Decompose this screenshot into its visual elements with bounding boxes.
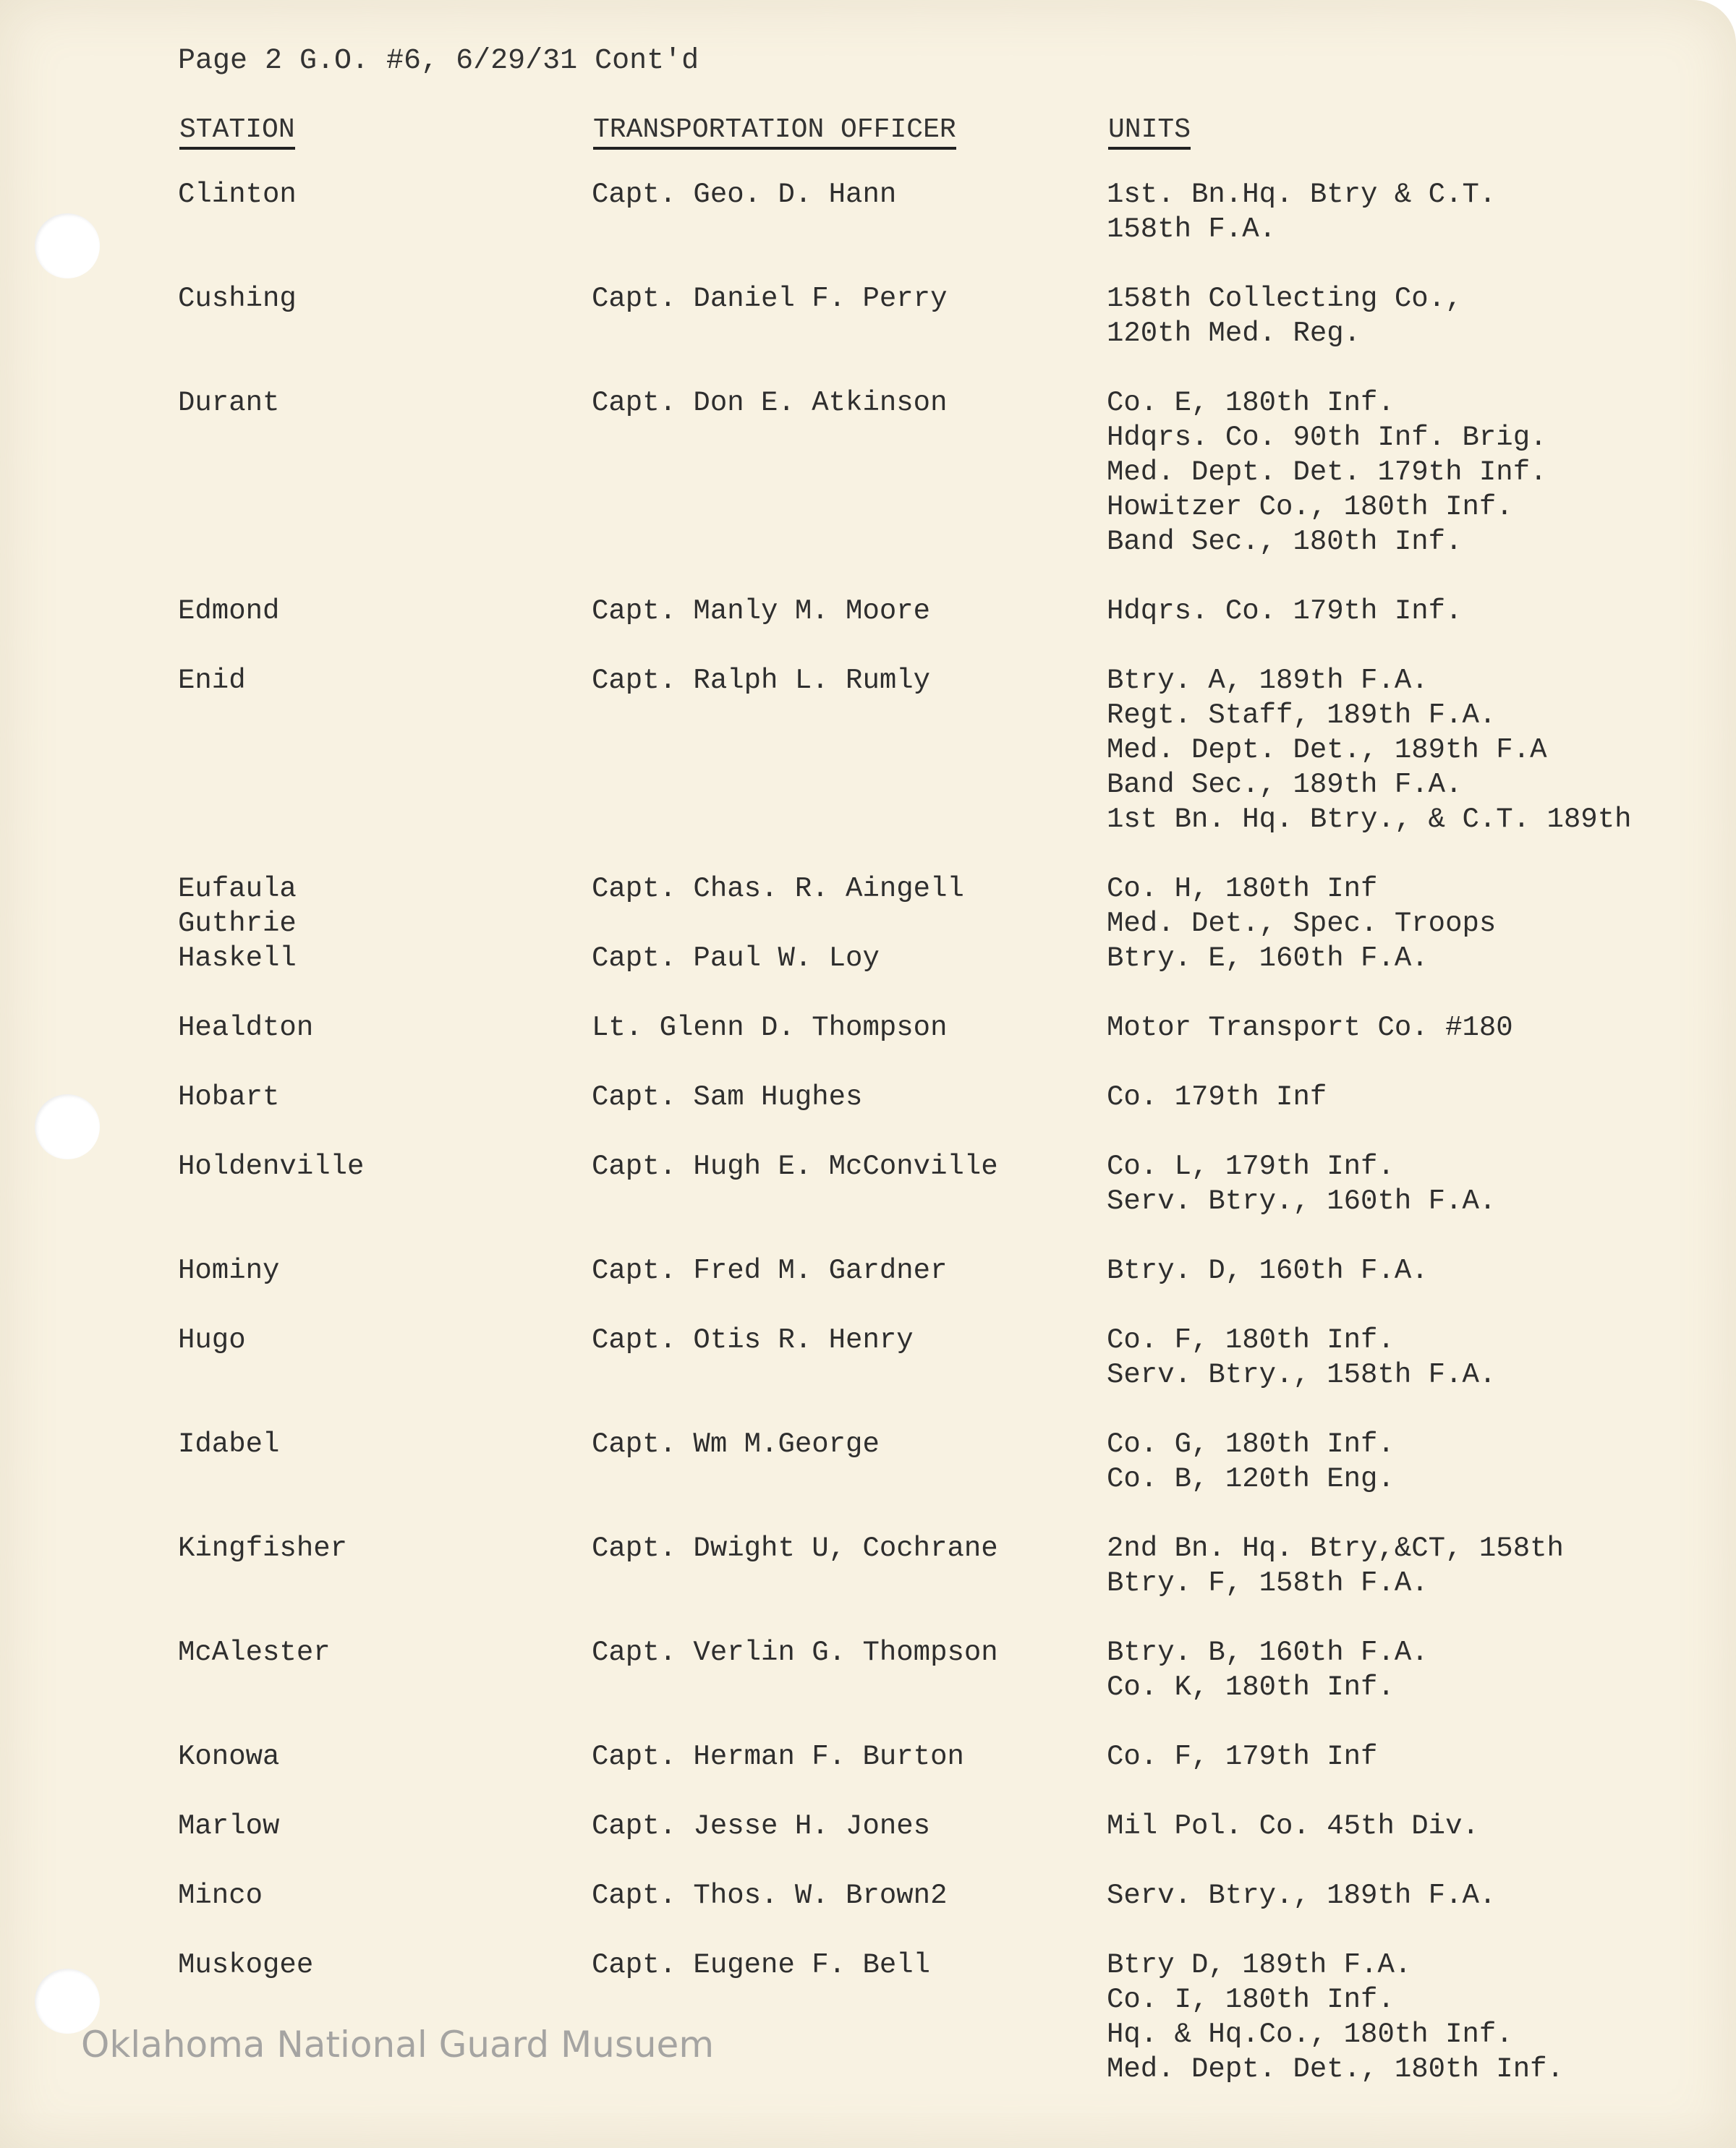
unit-name: Co. 179th Inf [1107, 1081, 1327, 1113]
table-row [0, 1010, 1736, 1045]
unit-name: Co. K, 180th Inf. [1107, 1671, 1395, 1703]
station-entry [0, 385, 1736, 559]
unit-name: Co. B, 120th Eng. [1107, 1463, 1395, 1495]
watermark: Oklahoma National Guard Musuem [81, 2024, 715, 2066]
table-row [0, 1670, 1736, 1705]
table-row [0, 1948, 1736, 1982]
transportation-officer: Capt. Sam Hughes [592, 1081, 863, 1113]
unit-name: Hdqrs. Co. 90th Inf. Brig. [1107, 422, 1547, 453]
station-name: Minco [178, 1880, 263, 1912]
unit-name: Btry D, 189th F.A. [1107, 1949, 1412, 1981]
table-row [0, 1323, 1736, 1358]
table-row [0, 524, 1736, 559]
unit-name: Co. H, 180th Inf [1107, 873, 1378, 905]
table-row [0, 1358, 1736, 1392]
unit-name: 1st Bn. Hq. Btry., & C.T. 189th [1107, 804, 1632, 835]
transportation-officer: Capt. Ralph L. Rumly [592, 665, 931, 696]
station-name: Hugo [178, 1324, 246, 1356]
column-header-units: UNITS [1108, 114, 1191, 150]
table-row [0, 177, 1736, 212]
station-name: Eufaula [178, 873, 297, 905]
station-entry [0, 1010, 1736, 1045]
table-row [0, 767, 1736, 802]
unit-name: Serv. Btry., 160th F.A. [1107, 1185, 1497, 1217]
column-header-officer: TRANSPORTATION OFFICER [593, 114, 956, 150]
station-entry [0, 1531, 1736, 1601]
unit-name: 158th Collecting Co., [1107, 283, 1463, 315]
transportation-officer: Capt. Paul W. Loy [592, 942, 880, 974]
table-row [0, 1080, 1736, 1115]
table-row [0, 698, 1736, 733]
table-row [0, 1878, 1736, 1913]
station-entry [0, 1427, 1736, 1496]
transportation-officer: Capt. Hugh E. McConville [592, 1151, 998, 1182]
transportation-officer: Capt. Don E. Atkinson [592, 387, 948, 419]
station-entry [0, 1948, 1736, 2087]
unit-name: Btry. F, 158th F.A. [1107, 1567, 1429, 1599]
table-row [0, 490, 1736, 524]
table-row [0, 941, 1736, 976]
transportation-officer: Capt. Verlin G. Thompson [592, 1637, 998, 1668]
unit-name: Btry. E, 160th F.A. [1107, 942, 1429, 974]
transportation-officer: Capt. Chas. R. Aingell [592, 873, 964, 905]
transportation-officer: Capt. Manly M. Moore [592, 595, 931, 627]
table-row [0, 1531, 1736, 1566]
station-entry [0, 941, 1736, 976]
station-name: Muskogee [178, 1949, 314, 1981]
table-row [0, 1184, 1736, 1219]
unit-name: Howitzer Co., 180th Inf. [1107, 491, 1513, 523]
table-row [0, 316, 1736, 351]
table-row [0, 594, 1736, 628]
unit-name: Med. Det., Spec. Troops [1107, 908, 1497, 939]
unit-name: Serv. Btry., 158th F.A. [1107, 1359, 1497, 1391]
table-row [0, 1253, 1736, 1288]
station-name: Cushing [178, 283, 297, 315]
unit-name: Med. Dept. Det., 189th F.A [1107, 734, 1547, 766]
transportation-officer: Capt. Wm M.George [592, 1428, 880, 1460]
station-entry [0, 1809, 1736, 1844]
transportation-officer: Capt. Eugene F. Bell [592, 1949, 931, 1981]
station-name: Guthrie [178, 908, 297, 939]
unit-name: Band Sec., 180th Inf. [1107, 526, 1463, 558]
unit-name: Btry. B, 160th F.A. [1107, 1637, 1429, 1668]
table-row [0, 1809, 1736, 1844]
table-row [0, 906, 1736, 941]
transportation-officer: Capt. Geo. D. Hann [592, 179, 897, 210]
transportation-officer: Capt. Fred M. Gardner [592, 1255, 948, 1287]
station-name: Enid [178, 665, 246, 696]
unit-name: Co. F, 179th Inf [1107, 1741, 1378, 1773]
station-name: Kingfisher [178, 1533, 348, 1564]
table-row [0, 1566, 1736, 1601]
table-row [0, 212, 1736, 247]
table-row [0, 420, 1736, 455]
unit-name: Med. Dept. Det. 179th Inf. [1107, 456, 1547, 488]
transportation-officer: Capt. Jesse H. Jones [592, 1810, 931, 1842]
transportation-officer: Capt. Dwight U, Cochrane [592, 1533, 998, 1564]
unit-name: Hq. & Hq.Co., 180th Inf. [1107, 2019, 1513, 2050]
table-row [0, 663, 1736, 698]
column-header-station: STATION [179, 114, 295, 150]
table-row [0, 455, 1736, 490]
table-row [0, 1427, 1736, 1462]
unit-name: 2nd Bn. Hq. Btry,&CT, 158th [1107, 1533, 1564, 1564]
station-entry [0, 1323, 1736, 1392]
station-entry [0, 871, 1736, 906]
unit-name: Mil Pol. Co. 45th Div. [1107, 1810, 1479, 1842]
transportation-officer: Capt. Herman F. Burton [592, 1741, 964, 1773]
unit-name: 120th Med. Reg. [1107, 317, 1361, 349]
table-row [0, 1635, 1736, 1670]
table-row [0, 1149, 1736, 1184]
station-entry [0, 281, 1736, 351]
station-entry [0, 1739, 1736, 1774]
table-row [0, 1462, 1736, 1496]
unit-name: Co. I, 180th Inf. [1107, 1984, 1395, 2016]
unit-name: Btry. D, 160th F.A. [1107, 1255, 1429, 1287]
unit-name: Serv. Btry., 189th F.A. [1107, 1880, 1497, 1912]
transportation-officer: Capt. Thos. W. Brown2 [592, 1880, 948, 1912]
unit-name: Co. F, 180th Inf. [1107, 1324, 1395, 1356]
unit-name: Btry. A, 189th F.A. [1107, 665, 1429, 696]
table-row [0, 1739, 1736, 1774]
table-row [0, 385, 1736, 420]
unit-name: Med. Dept. Det., 180th Inf. [1107, 2053, 1564, 2085]
station-name: Idabel [178, 1428, 280, 1460]
table-row [0, 281, 1736, 316]
station-entry [0, 1878, 1736, 1913]
station-entry [0, 1149, 1736, 1219]
station-name: Durant [178, 387, 280, 419]
station-entry [0, 1635, 1736, 1705]
unit-name: Hdqrs. Co. 179th Inf. [1107, 595, 1463, 627]
transportation-officer: Lt. Glenn D. Thompson [592, 1012, 948, 1044]
station-entry [0, 906, 1736, 941]
unit-name: Co. L, 179th Inf. [1107, 1151, 1395, 1182]
table-row [0, 1982, 1736, 2017]
station-name: Hobart [178, 1081, 280, 1113]
page-header: Page 2 G.O. #6, 6/29/31 Cont'd [178, 45, 699, 77]
table-row [0, 871, 1736, 906]
table-row [0, 733, 1736, 767]
unit-name: Co. E, 180th Inf. [1107, 387, 1395, 419]
unit-name: Motor Transport Co. #180 [1107, 1012, 1513, 1044]
station-name: Healdton [178, 1012, 314, 1044]
unit-name: Co. G, 180th Inf. [1107, 1428, 1395, 1460]
station-name: Marlow [178, 1810, 280, 1842]
table-row [0, 802, 1736, 837]
station-name: Haskell [178, 942, 297, 974]
unit-name: Regt. Staff, 189th F.A. [1107, 699, 1497, 731]
station-entry [0, 594, 1736, 628]
station-entry [0, 663, 1736, 837]
station-list [0, 177, 1736, 2087]
station-name: Clinton [178, 179, 297, 210]
transportation-officer: Capt. Otis R. Henry [592, 1324, 914, 1356]
station-entry [0, 1080, 1736, 1115]
station-name: Konowa [178, 1741, 280, 1773]
station-name: Holdenville [178, 1151, 365, 1182]
unit-name: 1st. Bn.Hq. Btry & C.T. [1107, 179, 1497, 210]
unit-name: Band Sec., 189th F.A. [1107, 769, 1463, 801]
station-name: McAlester [178, 1637, 331, 1668]
unit-name: 158th F.A. [1107, 213, 1277, 245]
station-name: Edmond [178, 595, 280, 627]
transportation-officer: Capt. Daniel F. Perry [592, 283, 948, 315]
station-entry [0, 1253, 1736, 1288]
station-name: Hominy [178, 1255, 280, 1287]
station-entry [0, 177, 1736, 247]
